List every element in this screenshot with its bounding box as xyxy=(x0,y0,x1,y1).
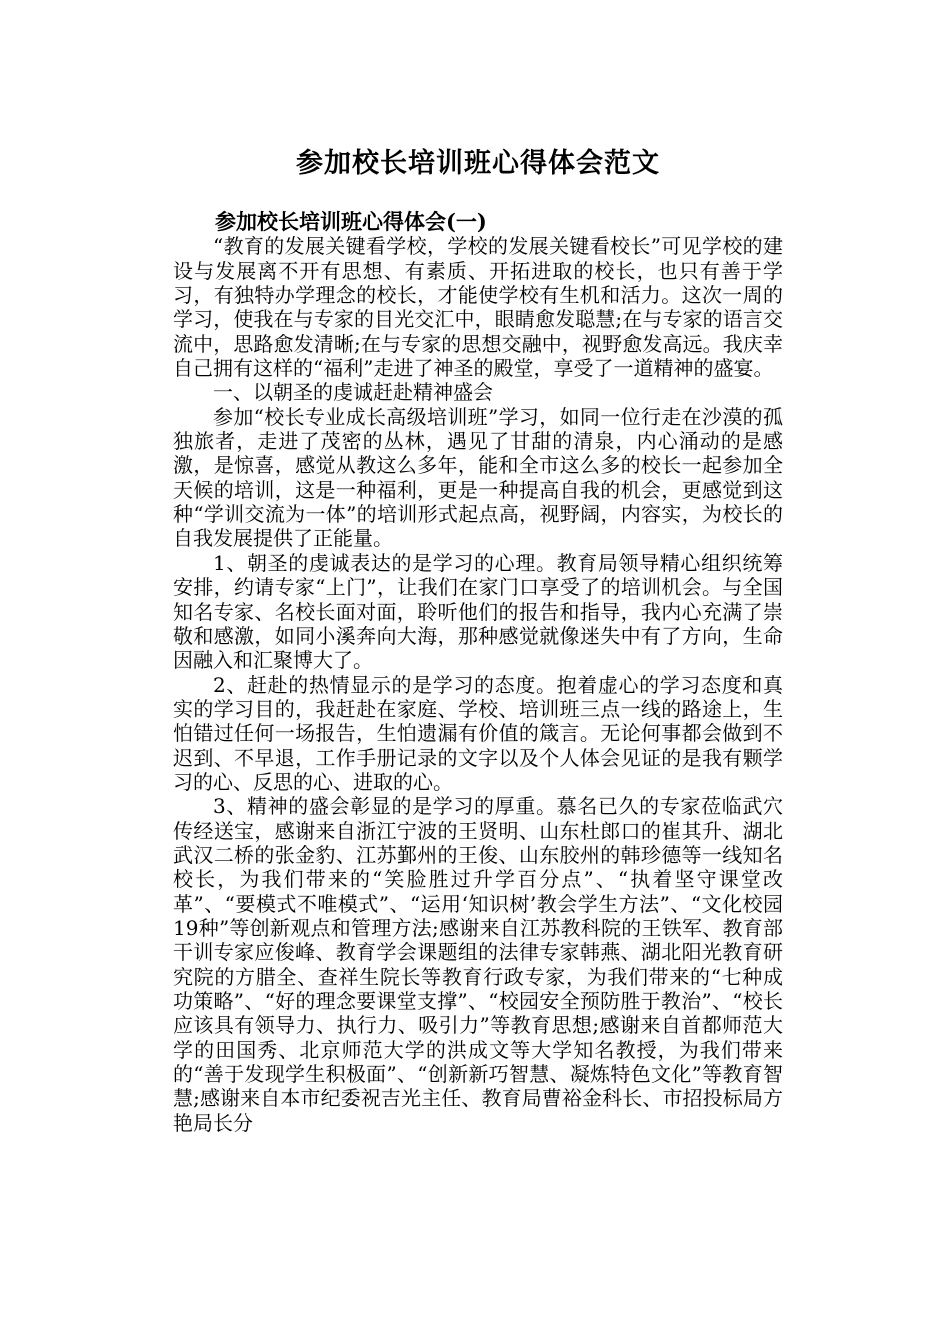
document-title: 参加校长培训班心得体会范文 xyxy=(296,148,660,179)
document-page xyxy=(173,0,783,1344)
document-body xyxy=(173,210,783,1135)
paragraph-point-3: 3、精神的盛会彰显的是学习的厚重。慕名已久的专家莅临武穴传经送宝，感谢来自浙江宁波的王贤明、山东杜郎口的崔其升、湖北武汉二桥的张金豹、江苏鄞州的王俊、山东胶州的韩珍德等一线知名校长，为我们带来的“笑脸胜过升学百分点”、“执着坚守课堂改革”、“要模式不唯模式”、“运用‘知识树’教会学生方法”、“文化校园19种”等创新观点和管理方法;感谢来自江苏教科院的王铁军、教育部干训专家应俊峰、教育学会课题组的法律专家韩燕、湖北阳光教育研究院的方腊全、查祥生院长等教育行政专家，为我们带来的“七种成功策略”、“好的理念要课堂支撑”、“校园安全预防胜于教治”、“校长应该具有领导力、执行力、吸引力”等教育思想;感谢来自首都师范大学的田国秀、北京师范大学的洪成文等大学知名教授，为我们带来的“善于发现学生积极面”、“创新新巧智慧、凝炼特色文化”等教育智慧;感谢来自本市纪委祝吉光主任、教育局曹裕金科长、市招投标局方艳局长分 xyxy=(173,794,783,1135)
paragraph-training-class: 参加“校长专业成长高级培训班”学习，如同一位行走在沙漠的孤独旅者，走进了茂密的丛林，遇见了甘甜的清泉，内心涌动的是感激，是惊喜，感觉从教这么多年，能和全市这么多的校长一起参加全天候的培训，这是一种福利，更是一种提高自我的机会，更感觉到这种“学训交流为一体”的培训形式起点高，视野阔，内容实，为校长的自我发展提供了正能量。 xyxy=(173,404,783,551)
paragraph-point-1: 1、朝圣的虔诚表达的是学习的心理。教育局领导精心组织统筹安排，约请专家“上门”，让我们在家门口享受了的培训机会。与全国知名专家、名校长面对面，聆听他们的报告和指导，我内心充满了崇敬和感激，如同小溪奔向大海，那种感觉就像迷失中有了方向，生命因融入和汇聚博大了。 xyxy=(173,550,783,673)
paragraph-point-2: 2、赶赴的热情显示的是学习的态度。抱着虚心的学习态度和真实的学习目的，我赶赴在家庭、学校、培训班三点一线的路途上，生怕错过任何一场报告，生怕遗漏有价值的箴言。无论何事都会做到不迟到、不早退，工作手册记录的文字以及个人体会见证的是我有颗学习的心、反思的心、进取的心。 xyxy=(173,672,783,794)
paragraph-subheading: 一、以朝圣的虔诚赶赴精神盛会 xyxy=(213,380,493,405)
paragraph-intro: “教育的发展关键看学校，学校的发展关键看校长”可见学校的建设与发展离不开有思想、有素质、开拓进取的校长，也只有善于学习，有独特办学理念的校长，才能使学校有生机和活力。这次一周的学习，使我在与专家的目光交汇中，眼睛愈发聪慧;在与专家的语言交流中，思路愈发清晰;在与专家的思想交融中，视野愈发高远。我庆幸自己拥有这样的“福利”走进了神圣的殿堂，享受了一道精神的盛宴。 xyxy=(173,234,783,381)
section-heading: 参加校长培训班心得体会(一) xyxy=(215,209,487,234)
